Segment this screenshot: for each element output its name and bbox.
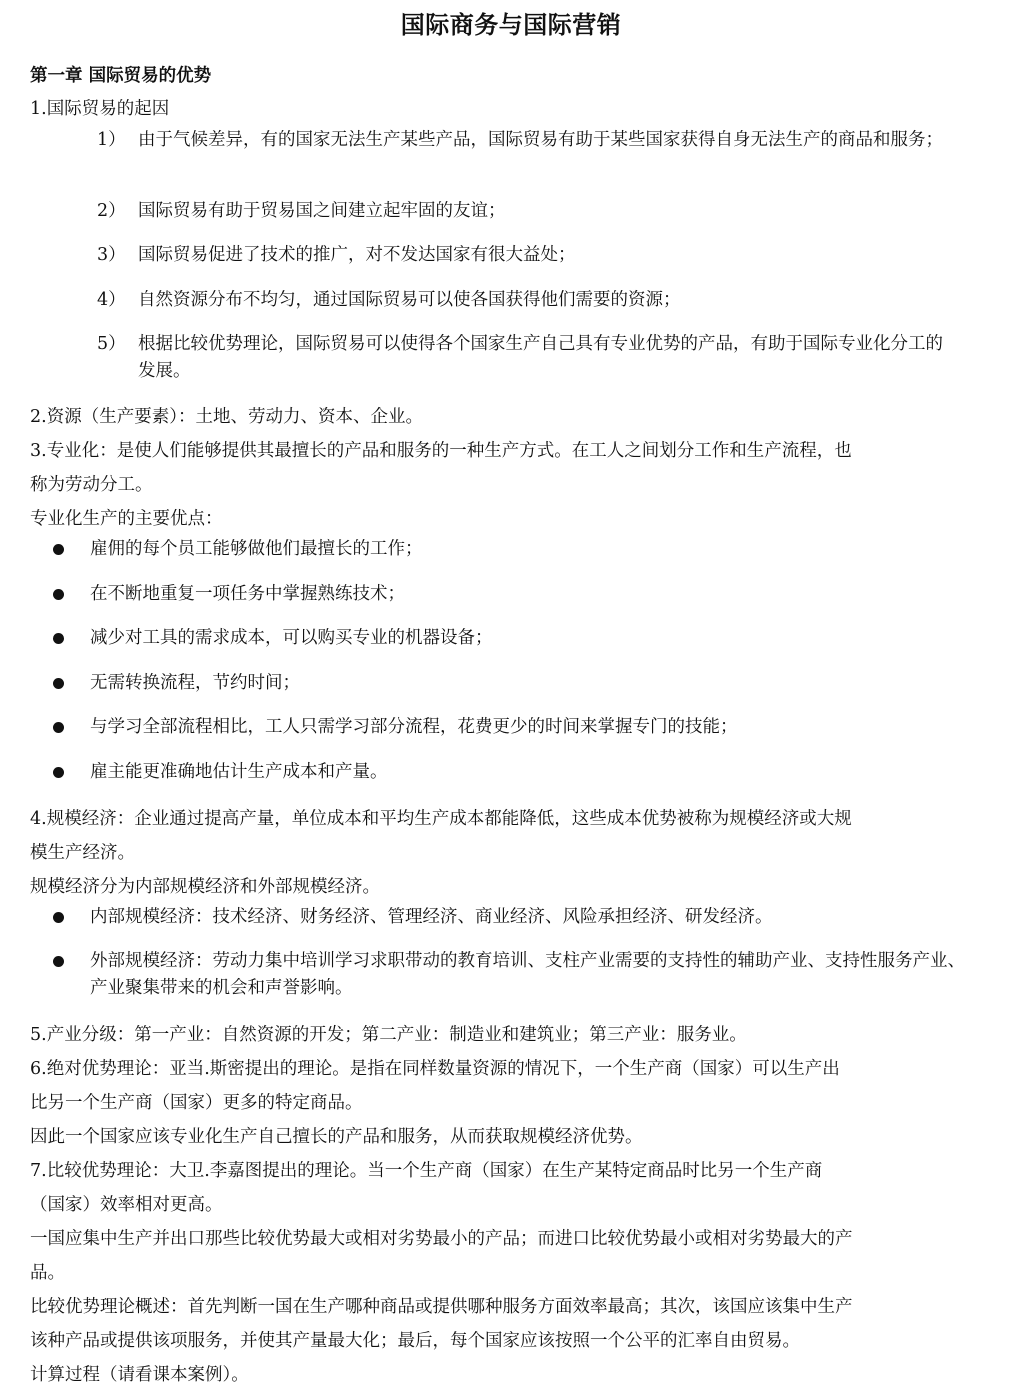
bullet-text: 与学习全部流程相比，工人只需学习部分流程，花费更少的时间来掌握专门的技能； <box>90 717 738 737</box>
section7-line: 该种产品或提供该项服务，并使其产量最大化；最后，每个国家应该按照一个公平的汇率自由贸易。 <box>30 1331 800 1351</box>
section4-line: 模生产经济。 <box>30 843 135 863</box>
section3-line: 称为劳动分工。 <box>30 475 153 495</box>
bullet-item <box>50 904 965 931</box>
bullet-text: 内部规模经济：技术经济、财务经济、管理经济、商业经济、风险承担经济、研发经济。 <box>90 907 773 927</box>
section7-line: 7.比较优势理论：大卫.李嘉图提出的理论。当一个生产商（国家）在生产某特定商品时比另一个生产商 <box>30 1161 823 1181</box>
bullet-item <box>50 536 965 563</box>
item-text: 根据比较优势理论，国际贸易可以使得各个国家生产自己具有专业优势的产品，有助于国际专业化分工的发展。 <box>138 334 943 381</box>
numbered-item <box>97 331 957 385</box>
bullet-icon <box>53 633 64 644</box>
numbered-item <box>97 242 957 269</box>
section6-line: 因此一个国家应该专业化生产自己擅长的产品和服务，从而获取规模经济优势。 <box>30 1127 643 1147</box>
bullet-icon <box>53 956 64 967</box>
item-text: 国际贸易促进了技术的推广，对不发达国家有很大益处； <box>138 245 576 265</box>
bullet-item <box>50 714 965 741</box>
bullet-icon <box>53 767 64 778</box>
item-number: 2） <box>97 201 126 221</box>
section7-line: 一国应集中生产并出口那些比较优势最大或相对劣势最小的产品；而进口比较优势最小或相对劣势最大的产 <box>30 1229 853 1249</box>
section2-line: 2.资源（生产要素）：土地、劳动力、资本、企业。 <box>30 407 423 427</box>
bullet-text: 雇主能更准确地估计生产成本和产量。 <box>90 762 388 782</box>
bullet-item <box>50 948 965 1002</box>
bullet-icon <box>53 544 64 555</box>
advantages-heading: 专业化生产的主要优点： <box>30 509 223 529</box>
section7-line: （国家）效率相对更高。 <box>30 1195 223 1215</box>
chapter-heading: 第一章 国际贸易的优势 <box>30 66 212 86</box>
section4-line: 4.规模经济：企业通过提高产量，单位成本和平均生产成本都能降低，这些成本优势被称为规模经济或大规 <box>30 809 852 829</box>
item-number: 3） <box>97 245 126 265</box>
section3-line: 3.专业化：是使人们能够提供其最擅长的产品和服务的一种生产方式。在工人之间划分工作和生产流程，也 <box>30 441 852 461</box>
bullet-item <box>50 759 965 786</box>
document-title: 国际商务与国际营销 <box>400 11 622 39</box>
section5-line: 5.产业分级：第一产业：自然资源的开发；第二产业：制造业和建筑业；第三产业：服务业。 <box>30 1025 747 1045</box>
item-text: 国际贸易有助于贸易国之间建立起牢固的友谊； <box>138 201 506 221</box>
bullet-item <box>50 581 965 608</box>
section7-line: 品。 <box>30 1263 65 1283</box>
bullet-text: 在不断地重复一项任务中掌握熟练技术； <box>90 584 405 604</box>
bullet-text: 减少对工具的需求成本，可以购买专业的机器设备； <box>90 628 493 648</box>
numbered-item <box>97 127 957 154</box>
section6-line: 比另一个生产商（国家）更多的特定商品。 <box>30 1093 363 1113</box>
bullet-text: 外部规模经济：劳动力集中培训学习求职带动的教育培训、支柱产业需要的支持性的辅助产业、支持性服务产业、产业聚集带来的机会和声誉影响。 <box>90 951 965 998</box>
numbered-item <box>97 287 957 314</box>
bullet-icon <box>53 912 64 923</box>
item-number: 1） <box>97 130 126 150</box>
bullet-text: 雇佣的每个员工能够做他们最擅长的工作； <box>90 539 423 559</box>
section6-line: 6.绝对优势理论：亚当.斯密提出的理论。是指在同样数量资源的情况下，一个生产商（国家）可以生产出 <box>30 1059 840 1079</box>
section7-line: 计算过程（请看课本案例）。 <box>30 1365 249 1385</box>
section4-split-line: 规模经济分为内部规模经济和外部规模经济。 <box>30 877 380 897</box>
bullet-item <box>50 625 965 652</box>
bullet-item <box>50 670 965 697</box>
section7-line: 比较优势理论概述：首先判断一国在生产哪种商品或提供哪种服务方面效率最高；其次，该国应该集中生产 <box>30 1297 853 1317</box>
bullet-text: 无需转换流程，节约时间； <box>90 673 300 693</box>
item-number: 5） <box>97 334 126 354</box>
item-text: 由于气候差异，有的国家无法生产某些产品，国际贸易有助于某些国家获得自身无法生产的商品和服务； <box>138 130 943 150</box>
numbered-item <box>97 198 957 225</box>
bullet-icon <box>53 678 64 689</box>
section1-heading: 1.国际贸易的起因 <box>30 99 170 119</box>
bullet-icon <box>53 722 64 733</box>
item-number: 4） <box>97 290 126 310</box>
item-text: 自然资源分布不均匀，通过国际贸易可以使各国获得他们需要的资源； <box>138 290 681 310</box>
bullet-icon <box>53 589 64 600</box>
